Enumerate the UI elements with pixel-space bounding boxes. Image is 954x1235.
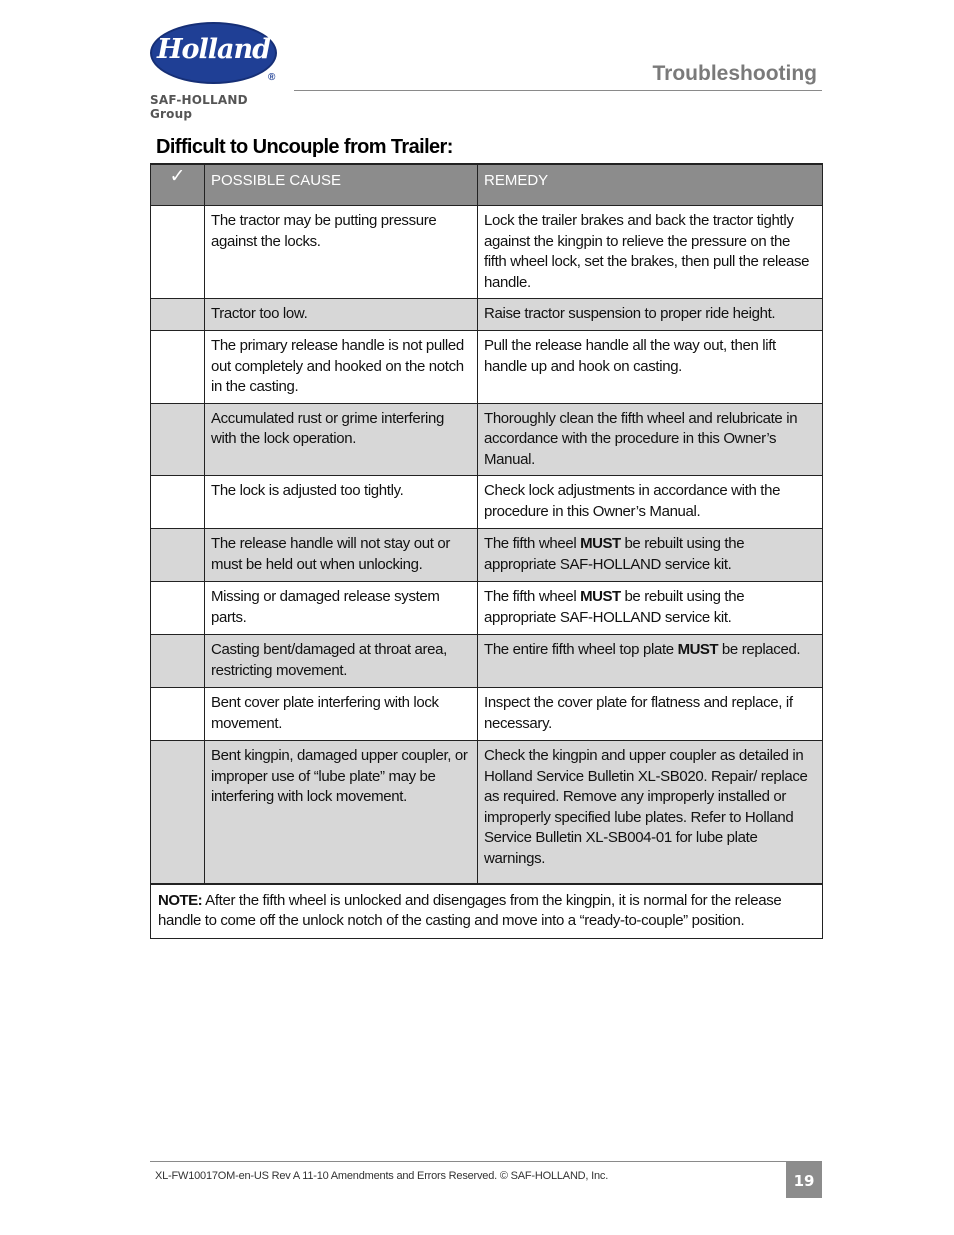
possible-cause-cell: The primary release handle is not pulled out completely and hooked on the notch in the casting. <box>205 331 478 404</box>
table-row <box>151 529 823 582</box>
page-heading: Difficult to Uncouple from Trailer: <box>156 136 453 158</box>
remedy-text: The fifth wheel <box>484 588 581 605</box>
remedy-cell <box>478 476 823 529</box>
logo-group-text: SAF-HOLLAND Group <box>150 93 248 121</box>
footer-divider <box>150 1161 822 1162</box>
column-header-remedy: REMEDY <box>478 164 823 206</box>
note-text: After the fifth wheel is unlocked and disengages from the kingpin, it is normal for the release handle to come off the unlock notch of the casting and move into a “ready-to-couple” position. <box>158 891 782 929</box>
table-row <box>151 206 823 299</box>
table-row <box>151 741 823 884</box>
table-row <box>151 688 823 741</box>
possible-cause-cell: Tractor too low. <box>205 299 478 331</box>
check-box-cell[interactable] <box>151 688 205 741</box>
remedy-emphasis: MUST <box>580 588 621 605</box>
remedy-text: Pull the release handle all the way out, then lift handle up and hook on casting. <box>484 337 776 375</box>
checkmark-icon: ✓ <box>151 164 205 206</box>
table-header-row <box>151 164 823 206</box>
check-box-cell[interactable] <box>151 331 205 404</box>
remedy-text-continued: be replaced. <box>718 641 801 658</box>
table-row <box>151 299 823 331</box>
possible-cause-cell: The tractor may be putting pressure against the locks. <box>205 206 478 299</box>
remedy-cell <box>478 688 823 741</box>
remedy-cell <box>478 331 823 404</box>
remedy-text: Check lock adjustments in accordance with the procedure in this Owner’s Manual. <box>484 482 781 520</box>
remedy-emphasis: MUST <box>580 535 621 552</box>
check-box-cell[interactable] <box>151 741 205 884</box>
check-box-cell[interactable] <box>151 582 205 635</box>
remedy-cell <box>478 206 823 299</box>
remedy-text: Thoroughly clean the fifth wheel and relubricate in accordance with the procedure in this Owner’s Manual. <box>484 409 798 468</box>
table-row <box>151 403 823 476</box>
table-row <box>151 635 823 688</box>
check-box-cell[interactable] <box>151 299 205 331</box>
remedy-cell <box>478 635 823 688</box>
remedy-emphasis: MUST <box>677 641 719 658</box>
page-number: 19 <box>786 1162 822 1198</box>
possible-cause-cell: Bent cover plate interfering with lock movement. <box>205 688 478 741</box>
remedy-text: The fifth wheel <box>484 535 581 552</box>
check-box-cell[interactable] <box>151 403 205 476</box>
table-row <box>151 476 823 529</box>
remedy-cell <box>478 741 823 884</box>
possible-cause-cell: Missing or damaged release system parts. <box>205 582 478 635</box>
section-title: Troubleshooting <box>652 62 817 85</box>
check-box-cell[interactable] <box>151 476 205 529</box>
possible-cause-cell: Casting bent/damaged at throat area, restricting movement. <box>205 635 478 688</box>
table-row <box>151 582 823 635</box>
logo-wordmark: Holland <box>156 34 271 65</box>
column-header-cause: POSSIBLE CAUSE <box>205 164 478 206</box>
possible-cause-cell: Bent kingpin, damaged upper coupler, or improper use of “lube plate” may be interfering with lock movement. <box>205 741 478 884</box>
possible-cause-cell: Accumulated rust or grime interfering with the lock operation. <box>205 403 478 476</box>
remedy-text: Check the kingpin and upper coupler as detailed in Holland Service Bulletin XL-SB020. Repair/ replace as required. Remove any improperly installed or improperly specified lube plates. Refer to Holland Service Bulletin XL-SB004-01 for lube plate warnings. <box>484 747 808 867</box>
remedy-text: Raise tractor suspension to proper ride height. <box>484 305 776 322</box>
header-divider <box>294 90 822 91</box>
check-box-cell[interactable] <box>151 206 205 299</box>
note-row <box>151 884 823 939</box>
note-cell <box>151 884 823 939</box>
possible-cause-cell: The lock is adjusted too tightly. <box>205 476 478 529</box>
table-row <box>151 331 823 404</box>
remedy-cell <box>478 582 823 635</box>
remedy-cell <box>478 299 823 331</box>
possible-cause-cell: The release handle will not stay out or must be held out when unlocking. <box>205 529 478 582</box>
remedy-text: Inspect the cover plate for flatness and replace, if necessary. <box>484 694 793 732</box>
remedy-cell <box>478 403 823 476</box>
footer-doc-info: XL-FW10017OM-en-US Rev A 11-10 Amendments and Errors Reserved. © SAF-HOLLAND, Inc. <box>155 1170 609 1182</box>
remedy-text-continued: be rebuilt using the appropriate SAF-HOLLAND service kit. <box>484 535 745 573</box>
registered-mark: ® <box>268 72 276 83</box>
remedy-text: Lock the trailer brakes and back the tractor tightly against the kingpin to relieve the pressure on the fifth wheel lock, set the brakes, then pull the release handle. <box>484 212 810 291</box>
holland-logo <box>150 22 282 121</box>
check-box-cell[interactable] <box>151 529 205 582</box>
note-label: NOTE: <box>158 891 203 909</box>
remedy-text: The entire fifth wheel top plate <box>484 641 678 658</box>
remedy-text-continued: be rebuilt using the appropriate SAF-HOLLAND service kit. <box>484 588 745 626</box>
troubleshooting-table <box>150 163 823 939</box>
remedy-cell <box>478 529 823 582</box>
check-box-cell[interactable] <box>151 635 205 688</box>
